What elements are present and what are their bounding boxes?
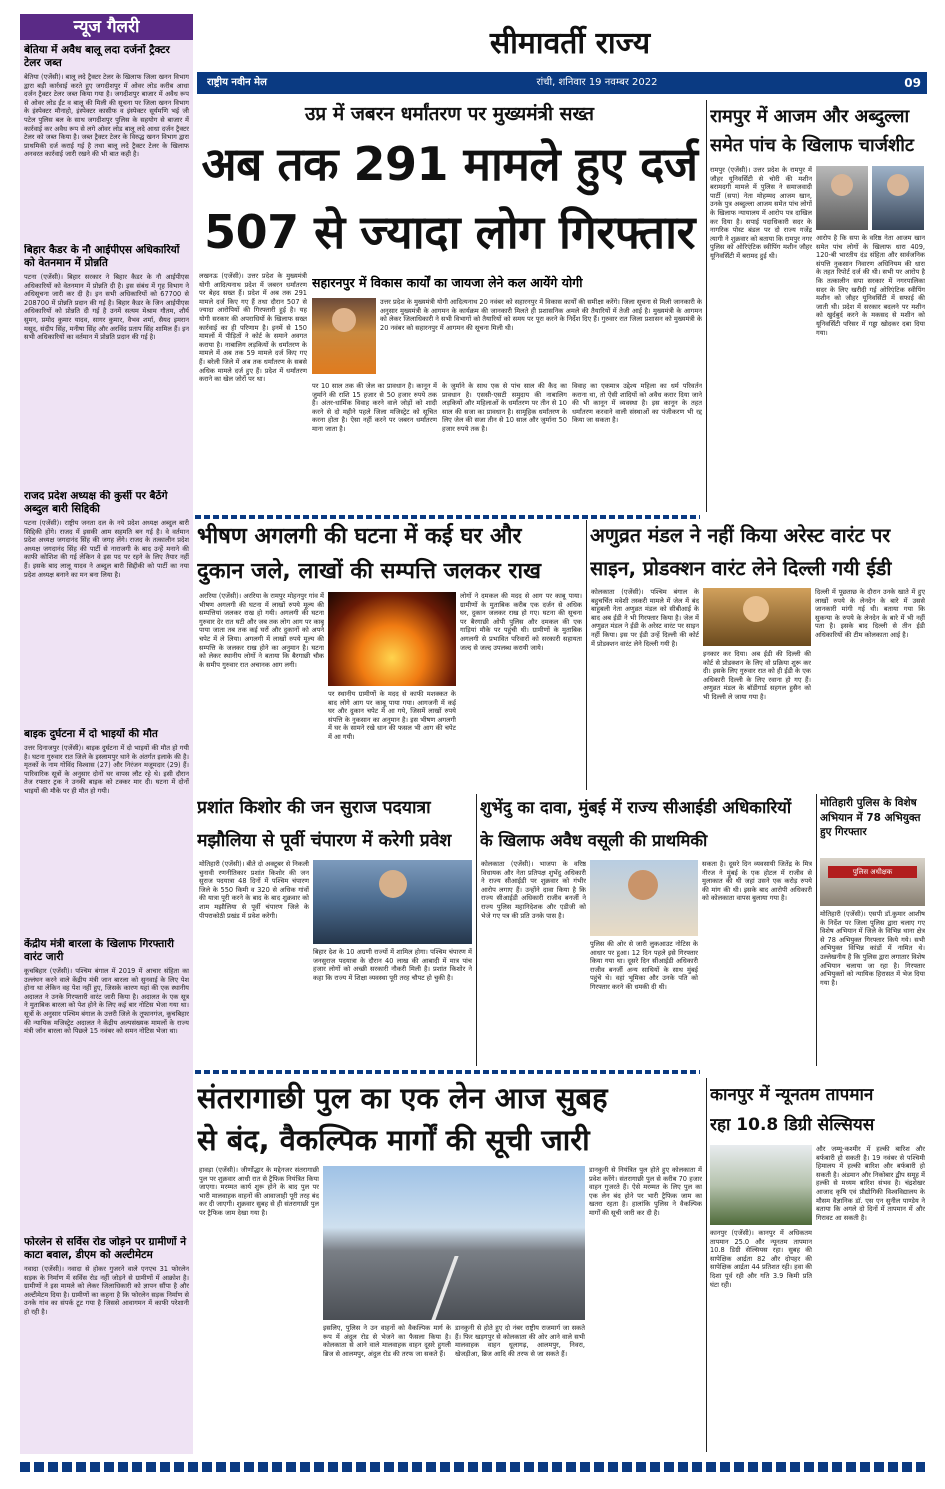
anuvrat-body-left (591, 588, 699, 790)
santragachi-body-center-2-text: डानकुनी से होते हुए दो नंबर राष्ट्रीय राजमार्ग जा सकते हैं। फिर खड़गपुर से कोलकाता की ओर आने वाले सभी मालवाहक वाहन धूलागढ़, आलमपुर, निवरा, खेजड़ीआ, ब्रिज आदि की तरफ से जा सकते हैं। (455, 1324, 585, 1358)
santragachi-body-center-1-text: इसलिए, पुलिस ने उन वाहनों को वैकल्पिक मार्ग के रूप में अंदुल रोड से भेजने का फैसला किया है। कोलकाता से आने वाले मालवाहक वाहन दूसरे हुगली ब्रिज से आलमपुर, अंदुल रोड की तरफ जा सकते हैं। (323, 1324, 451, 1358)
kanpur-headline-line1: कानपुर में न्यूनतम तापमान (710, 1085, 874, 1105)
fire-headline-line2: दुकान जले, लाखों की सम्पत्ति जलकर राख (197, 559, 542, 584)
lead-headline-line1: अब तक 291 मामले हुए दर्ज (201, 137, 698, 191)
prashant-body-left-text: मोतिहारी (एजेंसी)। बीते दो अक्टूबर से निकली चुनावी रणनीतिकार प्रशांत किशोर की जन सुराज पदयात्रा 48 दिनों में पश्चिम चंपारण जिले के 550 किमी व 320 से अधिक गांवों की यात्रा पूरी करने के बाद के बाद शुक्रवार को शाम मझौलिया से पूर्वी चंपारण जिले के पीपराकोठी प्रखंड में प्रवेश करेगी। (199, 860, 309, 920)
anuvrat-body-right (815, 588, 925, 790)
police-banner (828, 866, 917, 878)
lead-body-right-1 (312, 382, 437, 510)
suvendu-headline-line2: के खिलाफ अवैध वसूली की प्राथमिकी (480, 831, 708, 850)
lead-body-left-text: लखनऊ (एजेंसी)। उत्तर प्रदेश के मुख्यमंत्री योगी आदित्यनाथ प्रदेश में जबरन धर्मांतरण पर बेहद सख्त हैं। प्रदेश में अब तक 291 मामले दर्ज किए गए हैं तथा दौरान 507 से ज्यादा आरोपियों की गिरफ्तारी हुई है। यह योगी सरकार की अपराधियों के खिलाफ सख्त कार्रवाई का ही परिणाम है। इनमें से 150 मामलों में पीड़ितों ने कोर्ट के समाने अवगत कराया है। नाबालिग लड़कियों के धर्मांतरण के मामले में अब तक 59 मामले दर्ज किए गए हैं। बरेली जिले में अब तक धर्मांतरण के सबसे अधिक मामले दर्ज हुए हैं। प्रदेश में धर्मांतरण कराने का खेल जोरों पर था। (199, 272, 307, 384)
suvendu-body-left (481, 860, 586, 1066)
kanpur-headline-line2: रहा 10.8 डिग्री सेल्सियस (710, 1115, 875, 1135)
abdullah-azam-photo (872, 166, 924, 230)
page-number: 09 (904, 76, 921, 90)
sidebar-body: पटना (एजेंसी)। बिहार सरकार ने बिहार कैडर के नौ आईपीएस अधिकारियों को वेतनमान में प्रोन्नति दी है। इस संबंध में गृह विभाग ने अधिसूचना जारी कर दी है। इन सभी अधिकारियों को 67700 से 208700 में प्रोन्नति प्रदान की गई है। बिहार कैडर के जिन आईपीएस अधिकारियों को प्रोन्नति दी गई है उनमें सत्यम मेश्राम गौतम, शौर्य सुमन, प्रमोद कुमार यादव, सागर कुमार, वैभव शर्मा, सैयद इमरान मसूद, संदीप सिंह, मनीषा सिंह और अरविंद प्रताप सिंह शामिल हैं। इन सभी अधिकारियों का वर्तमान में प्रोन्नति प्रदान की गई है। (24, 273, 189, 342)
sidebar-headline: केंद्रीय मंत्री बारला के खिलाफ गिरफ्तारी वारंट जारी (24, 938, 174, 963)
yogi-photo (312, 298, 376, 374)
sidebar-body: बेतिया (एजेंसी)। बालू लदे ट्रैक्टर टेलर के खिलाफ जिला खनन विभाग द्वारा बड़ी कार्रवाई करते हुए जगदीशपुर में ओवर लोड करीब आधा दर्जन ट्रैक्टर टेलर जब्त किया गया है। जगदीशपुर बाजार में अवैध रूप से ओवर लोड ईंट व बालू की मिली की सूचना पर जिला खनन विभाग के इंस्पेक्टर मौनाहो, इंस्पेक्टर कासीफ व इंस्पेक्टर सूर्यमणि भई जी पटेल पुलिस बल के साथ जगदीशपुर पुलिस के सहयोग से बाजार में कार्रवाई कर अवैध रूप से लगे ओवर लोड बालू लदे आधा दर्जन ट्रैक्टर टेलर को जब्त किया है। जब्त ट्रैक्टर टेलर के विरुद्ध खनन विभाग द्वारा प्राथमिकी दर्ज कराई गई है तथा बालू लदे ट्रैक्टर टेलर के खिलाफ अनवरत कार्रवाई जारी रखने की भी बात कही है। (24, 73, 189, 159)
prashant-body-right (313, 948, 472, 1066)
fire-body-left-text: अररिया (एजेंसी)। अररिया के रामपुर मोहनपुर गांव में भीषण अगलगी की घटना में लाखों रुपये मूल्य की सम्पत्तियां जलकर राख हो गयी। अगलगी की घटना गुरुवार देर रात घटी और जब तक लोग आग पर काबू पाया जाता तब तक कई घरों और दुकानों को अपने चपेट में ले लिया। अगलगी में लाखों रुपये मूल्य की सम्पत्ति के जलकर राख होने का अनुमान है। घटना को लेकर स्थानीय लोगों ने बताया कि बैरगाछी चौक के समीप गुरुवार रात अचानक आग लगी। (199, 592, 324, 669)
column-divider (586, 520, 587, 790)
lead-body-right-1-text: पर 10 साल तक की जेल का प्रावधान है। कानून में जुर्माने की राशि 15 हजार से 50 हजार रुपये तक है। अंतर-धार्मिक विवाह करने वाले जोड़ों को शादी करने से दो महीने पहले जिला मजिस्ट्रेट को सूचित करना होता है। ऐसा नहीं करने पर जबरन धर्मांतरण माना जाता है। (312, 382, 437, 433)
rampur-headline: रामपुर में आजम और अब्दुल्ला समेत पांच के खिलाफ चार्जशीट (710, 106, 914, 156)
rampur-body-left (710, 166, 812, 512)
lead-body-left (199, 272, 307, 512)
anuvrat-body-center (703, 650, 811, 790)
anuvrat-body-center-text: इनकार कर दिया। अब ईडी की दिल्ली की कोर्ट से प्रोडक्शन के लिए वो प्रक्रिया शुरू कर दी। इसके लिए गुरुवार रात को ही ईडी के एक अधिकारी दिल्ली के लिए रवाना हो गए हैं। अणुव्रत मंडल के बॉडीगार्ड सहगल हुसैन को भी दिल्ली ले जाया गया है। (703, 650, 811, 701)
rampur-body-right-text: आरोप है कि सपा के वरिष्ठ नेता आजम खान समेत पांच लोगों के खिलाफ धारा 409, 120-बी भारतीय दंड संहिता और सार्वजनिक संपत्ति नुकसान निवारण अधिनियम की धारा के तहत रिपोर्ट दर्ज की थी। सभी पर आरोप है कि तत्कालीन सपा सरकार में नगरपालिका सदर के लिए खरीदी गई ओरिएंटिक स्वीपिंग मशीन को जौहर यूनिवर्सिटी में सफाई की जाती थी। प्रदेश में सरकार बदलने पर मशीन को खुर्दबुर्द करने के मकसद से मशीन को यूनिवर्सिटी परिसर में गड्ढा खोदकर दबा दिया गया। (816, 234, 925, 337)
person-silhouette-icon (332, 308, 356, 332)
sidebar-body: नवादा (एजेंसी)। नवादा से होकर गुजरने वाले एनएच 31 फोरलेन सड़क के निर्माण में सर्विस रोड नहीं जोड़ने से ग्रामीणों में आक्रोश है। ग्रामीणों ने इस मामले को लेकर जिलाधिकारी को ज्ञापन सौंपा है और अल्टीमेटम दिया है। ग्रामीणों का कहना है कि फोरलेन सड़क निर्माण से उनके गांव का संपर्क टूट गया है जिससे आवागमन में काफी परेशानी हो रही है। (24, 1265, 189, 1316)
motihari-photo (820, 858, 925, 906)
suvendu-body-left-text: कोलकाता (एजेंसी)। भाजपा के वरिष्ठ विधायक और नेता प्रतिपक्ष शुभेंदु अधिकारी ने राज्य सीआईडी पर शुक्रवार को गंभीर आरोप लगाए हैं। उन्होंने दावा किया है कि राज्य सीआईडी अधिकारी राजीव बनर्जी ने राज्य पुलिस महानिदेशक और एडीजी को भेजे गए पत्र की प्रति उनके पास है। (481, 860, 586, 920)
lead-body-center (380, 298, 702, 378)
fire-body-right (460, 592, 582, 790)
prashant-body-left (199, 860, 309, 1066)
kanpur-body-left (710, 1229, 812, 1452)
lead-body-right-3-text: विवाह का एकमात्र उद्देश्य महिला का धर्म परिवर्तन कराना था, तो ऐसी शादियों को अवैध करार दिया जाने की भी कानून में व्यवस्था है। इस कानून के तहत धर्मांतरण करवाने वाली संस्थाओं का पंजीकरण भी रद्द किया जा सकता है। (572, 382, 702, 425)
kanpur-body-right (816, 1145, 925, 1452)
footer-pattern (20, 1462, 925, 1472)
prashant-headline-line1: प्रशांत किशोर की जन सुराज पदयात्रा (197, 798, 431, 818)
suvendu-body-center (590, 940, 698, 1066)
anuvrat-headline-line1: अणुव्रत मंडल ने नहीं किया अरेस्ट वारंट पर (590, 524, 891, 547)
paper-name: राष्ट्रीय नवीन मेल (207, 77, 267, 88)
kanpur-body-left-text: कानपुर (एजेंसी)। कानपुर में अधिकतम तापमान 25.0 और न्यूनतम तापमान 10.8 डिग्री सेल्सियस रहा। सुबह की सापेक्षिक आर्द्रता 82 और दोपहर की सापेक्षिक आर्द्रता 44 प्रतिशत रही। हवा की दिशा पूर्व रही और गति 3.9 किमी प्रति घंटा रही। (710, 1229, 812, 1289)
santragachi-body-right-text: डानकुनी से नियंत्रित पुल होते हुए कोलकाता में प्रवेश करेंगे। संतरागाछी पुल से करीब 70 हजार वाहन गुजरते हैं। ऐसे मरम्मत के लिए पुल का एक लेन बंद होने पर भारी ट्रैफिक जाम का खतरा रहता है। हालांकि पुलिस ने वैकल्पिक मार्गों की सूची जारी कर दी है। (589, 1166, 702, 1217)
column-divider (706, 100, 707, 512)
lead-kicker: उप्र में जबरन धर्मांतरण पर मुख्यमंत्री सख्त (305, 103, 594, 125)
lead-headline-line2: 507 से ज्यादा लोग गिरफ्तार (204, 205, 695, 259)
santragachi-body-center-1 (323, 1324, 451, 1452)
sidebar-headline: राजद प्रदेश अध्यक्ष की कुर्सी पर बैठेंगे अब्दुल बारी सिद्दिकी (24, 490, 168, 515)
road-marking (431, 1256, 458, 1320)
sidebar-story-1 (24, 44, 189, 242)
anuvrat-body-right-text: दिल्ली में पूछताछ के दौरान उनके खाते में हुए लाखों रुपये के लेनदेन के बारे में उससे जानकारी मांगी गई थी। बताया गया कि सुकन्या के रुपये के लेनदेन के बारे में भी नहीं पता है। इसके बाद दिल्ली से तीन ईडी अधिकारियों की टीम कोलकाता आई है। (815, 588, 925, 639)
sidebar-story-2 (24, 244, 189, 484)
prashant-headline-line2: मझौलिया से पूर्वी चंपारण में करेगी प्रवेश (197, 831, 452, 851)
sidebar-body: कूचबिहार (एजेंसी)। पश्चिम बंगाल में 2019 में आचार संहिता का उल्लंघन करने वाले केंद्रीय मंत्री जान बारला को सुनवाई के लिए पेश होना था लेकिन वह पेश नहीं हुए, जिसके कारण यहां की एक स्थानीय अदालत ने उनके गिरफ्तारी वारंट जारी किया है। अदालत के एक सूत्र ने मुताबिक बारला को पेश होने के लिए कई बार नोटिस भेजा गया था। सूत्रों के अनुसार पश्चिम बंगाल के उत्तरी जिले के तूफानगंज, कूचबिहार की न्यायिक मजिस्ट्रेट अदालत ने केंद्रीय अल्पसंख्यक मामलों के राज्य मंत्री जॉन बारला को पिछले 15 नवंबर को समन नोटिस भेजा था। (24, 967, 189, 1036)
header-bar (197, 72, 927, 94)
separator-dashes (195, 515, 700, 519)
santragachi-body-right (589, 1166, 702, 1452)
rampur-body-right (816, 234, 925, 512)
motihari-body-text: मोतिहारी (एजेंसी)। एसपी डॉ.कुमार आशीष के निर्देश पर जिला पुलिस द्वारा चलाए गए विशेष अभियान में जिले के विभिन्न थाना क्षेत्र से 78 अभियुक्त गिरफ्तार किये गये। सभी अभियुक्त विभिन्न कांडों में नामित थे। उल्लेखनीय है कि पुलिस द्वारा लगातार विशेष अभियान चलाया जा रहा है। गिरफ्तार अभियुक्तों को न्यायिक हिरासत में भेज दिया गया है। (820, 910, 925, 987)
news-gallery-title: न्यूज गैलरी (73, 17, 140, 37)
separator-dashes (195, 1070, 700, 1074)
sidebar-body: पटना (एजेंसी)। राष्ट्रीय जनता दल के नये प्रदेश अध्यक्ष अब्दुल बारी सिद्दिकी होंगे। राजद में इसकी आम सहमति बन गई है। वे वर्तमान प्रदेश अध्यक्ष जगदानंद सिंह की जगह लेंगे। राजद के तत्कालीन प्रदेश अध्यक्ष जगदानंद सिंह की पार्टी से नाराजगी के बाद उन्हें मनाने की काफी कोशिश की गई लेकिन वे इस पद पर रहने के लिए तैयार नहीं हैं। इसके बाद लालू यादव ने अब्दुल बारी सिद्दीकी को पार्टी का नया प्रदेश अध्यक्ष बनाने का मन बना लिया है। (24, 519, 189, 579)
suvendu-body-right (702, 860, 812, 1066)
suvendu-photo (590, 860, 698, 936)
fire-photo (328, 592, 456, 686)
sidebar-story-5 (24, 938, 189, 1232)
santragachi-body-center-2 (455, 1324, 585, 1452)
section-title: सीमावर्ती राज्य (489, 26, 651, 61)
sidebar-story-3 (24, 490, 189, 725)
santragachi-headline-line1: संतरागाछी पुल का एक लेन आज सुबह (197, 1081, 608, 1115)
fire-headline-line1: भीषण अगलगी की घटना में कई घर और (197, 524, 522, 549)
news-gallery-banner (20, 14, 193, 40)
prashant-photo (313, 860, 472, 944)
motihari-headline: मोतिहारी पुलिस के विशेष अभियान में 78 अभियुक्त हुए गिरफ्तार (820, 797, 921, 838)
fire-body-right-text: लोगों ने दमकल की मदद से आग पर काबू पाया। ग्रामीणों के मुताबिक करीब एक दर्जन से अधिक घर, दुकान जलकर राख हो गए। घटना की सूचना पर बैरगाछी ओपी पुलिस और दमकल की एक गाड़ियां मौके पर पहुंची थी। ग्रामीणों के मुताबिक अगलगी से प्रभावित परिवारों को सरकारी सहायता जल्द से जल्द उपलब्ध करायी जाये। (460, 592, 582, 652)
fire-body-left (199, 592, 324, 790)
person-silhouette-icon (831, 174, 853, 196)
kanpur-body-right-text: और जम्मू-कश्मीर में हल्की बारिश और बर्फबारी हो सकती है। 19 नवंबर से पश्चिमी हिमालय में हल्की बारिश और बर्फबारी हो सकती है। अंडमान और निकोबार द्वीप समूह में हल्की से मध्यम बारिश संभव है। चंद्रशेखर आजाद कृषि एवं प्रौद्योगिकी विश्वविद्यालय के मौसम वैज्ञानिक डॉ. एस एन सुनील पाण्डेय ने बताया कि अगले दो दिनों में तापमान में और गिरावट आ सकती है। (816, 1145, 925, 1222)
person-silhouette-icon (628, 870, 658, 900)
suvendu-body-right-text: सकता है। दूसरे दिन व्यवसायी जितेंद्र के मित्र नीरज ने मुंबई के एक होटल में राजीव से मुलाकात की थी जहां उसने एक करोड़ रुपये की मांग की थी। इसके बाद आरोपी अधिकारी को कोलकाता वापस बुलाया गया है। (702, 860, 812, 903)
suvendu-headline-line1: शुभेंदु का दावा, मुंबई में राज्य सीआईडी अधिकारियों (480, 798, 792, 817)
person-silhouette-icon (379, 870, 407, 898)
bridge-photo (323, 1166, 585, 1320)
column-divider (816, 794, 817, 1066)
lead-side-kicker: सहारनपुर में विकास कार्यों का जायजा लेने कल आयेंगे योगी (312, 275, 583, 290)
sidebar-headline: बिहार कैडर के नौ आईपीएस अधिकारियों को वेतनमान में प्रोन्नति (24, 244, 180, 269)
prashant-body-right-text: बिहार देश के 10 अग्रणी राज्यों में शामिल होगा। पश्चिम चंपारण में जनसुराज पदयात्रा के दौरान 40 लाख की आबादी में मात्र पांच हजार लोगों को अच्छी सरकारी नौकरी मिली है। प्रशांत किशोर ने कहा कि राज्य में शिक्षा व्यवस्था पूरी तरह चौपट हो चुकी है। (313, 948, 472, 982)
motihari-body (820, 910, 925, 1066)
kanpur-fog-photo (710, 1145, 812, 1225)
sidebar-headline: फोरलेन से सर्विस रोड जोड़ने पर ग्रामीणों ने काटा बवाल, डीएम को अल्टीमेटम (24, 1236, 187, 1261)
anuvrat-body-left-text: कोलकाता (एजेंसी)। पश्चिम बंगाल के बहुचर्चित मवेशी तस्करी मामले में जेल में बंद बाहुबली नेता अणुव्रत मंडल को सीबीआई के बाद अब ईडी ने भी गिरफ्तार किया है। जेल में अणुव्रत मंडल ने ईडी के अरेस्ट वारंट पर साइन नहीं किया। इस पर ईडी उन्हें दिल्ली की कोर्ट में प्रोडक्शन वारंट लेने दिल्ली गयी है। (591, 588, 699, 648)
sidebar-headline: बेतिया में अवैध बालू लदा दर्जनों ट्रैक्टर टेलर जब्त (24, 44, 170, 69)
fire-body-center (328, 690, 456, 790)
sidebar-story-6 (24, 1236, 189, 1450)
column-divider (706, 1078, 707, 1452)
lead-body-right-3 (572, 382, 702, 510)
sidebar-story-4 (24, 728, 189, 936)
santragachi-body-left-text: हावड़ा (एजेंसी)। जीर्णोद्धार के मद्देनजर संतरागाछी पुल पर शुक्रवार आधी रात से ट्रैफिक नियंत्रित किया जाएगा। मरम्मत कार्य शुरू होने के बाद पुल पर भारी मालवाहक वाहनों की आवाजाही पूरी तरह बंद कर दी जाएगी। शुक्रवार सुबह से ही संतरागाछी पुल पर ट्रैफिक जाम देखा गया है। (199, 1166, 319, 1217)
person-silhouette-icon (743, 596, 769, 622)
anuvrat-photo (703, 588, 811, 646)
rampur-body-left-text: रामपुर (एजेंसी)। उत्तर प्रदेश के रामपुर में जौहर यूनिवर्सिटी से चोरी की मशीन बरामदगी मामले में पुलिस ने समाजवादी पार्टी (सपा) नेता मोहम्मद आजम खान, उनके पुत्र अब्दुल्ला आजम समेत पांच लोगों के खिलाफ न्यायालय में आरोप पत्र दाखिल कर दिया है। सपाई पदाधिकारी सदर के नागरिक पोस्ट बंडल पर दो राज्य गजेंद्र त्यागी ने शुक्रवार को बताया कि रामपुर नगर पुलिस को ओरिएंटिक स्वीपिंग मशीन जौहर यूनिवर्सिटी में बरामद हुई थी। (710, 166, 812, 260)
sidebar-headline: बाइक दुर्घटना में दो भाइयों की मौत (24, 728, 158, 740)
anuvrat-headline-line2: साइन, प्रोडक्शन वारंट लेने दिल्ली गयी ईडी (590, 557, 892, 580)
police-banner-text: पुलिस अधीक्षक (852, 868, 893, 876)
santragachi-headline-line2: से बंद, वैकल्पिक मार्गों की सूची जारी (197, 1123, 590, 1157)
santragachi-body-left (199, 1166, 319, 1452)
fire-body-center-text: पर स्थानीय ग्रामीणों के मदद से काफी मशक्कत के बाद लोगे आग पर काबू पाया गया। आगजनी में कई घर और दुकान चपेट में आ गये, जिसमें लाखों रुपये संपत्ति के नुकसान का अनुमान है। इस भीषण अगलगी में घर के सामने रखे धान की फसल भी आग की चपेट में आ गयी। (328, 690, 456, 741)
lead-body-center-text: उत्तर प्रदेश के मुख्यमंत्री योगी आदित्यनाथ 20 नवंबर को सहारनपुर में विकास कार्यों की समीक्षा करेंगे। जिला सूचना से मिली जानकारी के अनुसार मुख्यमंत्री के आगमन के कार्यक्रम की जानकारी मिलते ही प्रशासनिक अमले की तैयारियों में तेजी आई है। मुख्यमंत्री के आगमन को लेकर जिलाधिकारी ने सभी विभागों को तैयारियों को समय पर पूरा करने के निर्देश दिए हैं। गुरुवार रात जिला प्रशासन को मुख्यमंत्री के 20 नवंबर को सहारनपुर में आगमन की सूचना मिली थी। (380, 298, 702, 332)
sidebar-body: उत्तर दिनाजपुर (एजेंसी)। बाइक दुर्घटना में दो भाइयों की मौत हो गयी है। घटना गुरुवार रात जिले के इस्लामपुर थाने के अंतर्गत इलाके की है। मृतकों के नाम गोविंद विश्वास (27) और निरंजन मजूमदार (29) हैं। पारिवारिक सूत्रों के अनुसार दोनों घर वापस लौट रहे थे। इसी दौरान तेज रफ्तार ट्रक ने उनकी बाइक को टक्कर मार दी। घटना में दोनों भाइयों की मौके पर ही मौत हो गयी। (24, 744, 189, 795)
azam-khan-photo (816, 166, 868, 230)
lead-body-right-2 (442, 382, 567, 510)
lead-body-right-2-text: के जुर्माने के साथ एक से पांच साल की कैद का प्रावधान है। एससी-एसटी समुदाय की नाबालिग लड़कियों और महिलाओं के धर्मांतरण पर तीन से 10 साल की सजा का प्रावधान है। सामूहिक धर्मांतरण के लिए जेल की सजा तीन से 10 साल और जुर्माना 50 हजार रुपये तक है। (442, 382, 567, 433)
column-divider (476, 794, 477, 1066)
person-silhouette-icon (887, 174, 909, 196)
dateline: रांची, शनिवार 19 नवम्बर 2022 (536, 77, 658, 88)
suvendu-body-center-text: पुलिस की ओर से जारी लुकआउट नोटिस के आधार पर हुआ। 12 दिन पहले इसे गिरफ्तार किया गया था। दूसरे दिन सीआईडी अधिकारी राजीव बनर्जी अन्य साथियों के साथ मुंबई पहुंचे थे। वहां भूमिका और उनके पति को गिरफ्तार करने की धमकी दी थी। (590, 940, 698, 991)
